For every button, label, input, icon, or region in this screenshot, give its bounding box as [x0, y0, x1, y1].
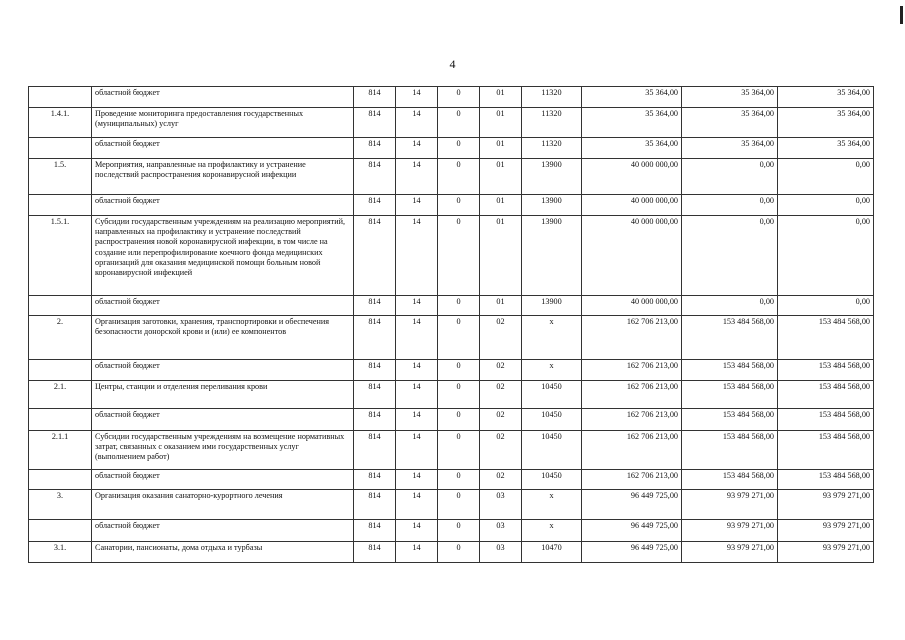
- code-ministry: 814: [354, 520, 396, 542]
- code-program: 0: [438, 159, 480, 195]
- amount-year-1: 35 364,00: [582, 138, 682, 159]
- row-name: Мероприятия, направленные на профилактику и устранение последствий распространения коронавирусной инфекции: [92, 159, 354, 195]
- code-ministry: 814: [354, 138, 396, 159]
- code-direction: 13900: [522, 159, 582, 195]
- code-direction: x: [522, 490, 582, 520]
- row-number: 2.1.: [29, 381, 92, 409]
- amount-year-3: 153 484 568,00: [778, 360, 874, 381]
- code-subprogram: 01: [480, 195, 522, 216]
- code-program: 0: [438, 108, 480, 138]
- amount-year-1: 40 000 000,00: [582, 296, 682, 316]
- code-section: 14: [396, 216, 438, 296]
- table-row: [29, 431, 874, 470]
- code-direction: x: [522, 360, 582, 381]
- code-ministry: 814: [354, 542, 396, 563]
- code-section: 14: [396, 360, 438, 381]
- row-name: Организация заготовки, хранения, транспортировки и обеспечения безопасности донорской крови и (или) ее компонентов: [92, 316, 354, 360]
- code-section: 14: [396, 542, 438, 563]
- code-subprogram: 01: [480, 138, 522, 159]
- code-section: 14: [396, 87, 438, 108]
- code-direction: 11320: [522, 108, 582, 138]
- amount-year-3: 153 484 568,00: [778, 381, 874, 409]
- amount-year-2: 153 484 568,00: [682, 470, 778, 490]
- amount-year-3: 93 979 271,00: [778, 520, 874, 542]
- code-direction: 13900: [522, 216, 582, 296]
- table-row: [29, 520, 874, 542]
- code-program: 0: [438, 360, 480, 381]
- amount-year-2: 0,00: [682, 216, 778, 296]
- code-program: 0: [438, 542, 480, 563]
- code-section: 14: [396, 108, 438, 138]
- code-subprogram: 02: [480, 360, 522, 381]
- amount-year-1: 40 000 000,00: [582, 195, 682, 216]
- row-name: областной бюджет: [92, 195, 354, 216]
- row-name: областной бюджет: [92, 470, 354, 490]
- code-section: 14: [396, 470, 438, 490]
- code-program: 0: [438, 138, 480, 159]
- amount-year-1: 162 706 213,00: [582, 470, 682, 490]
- code-program: 0: [438, 195, 480, 216]
- code-subprogram: 01: [480, 159, 522, 195]
- amount-year-2: 35 364,00: [682, 138, 778, 159]
- amount-year-3: 35 364,00: [778, 87, 874, 108]
- table-row: [29, 316, 874, 360]
- row-name: областной бюджет: [92, 409, 354, 431]
- code-program: 0: [438, 296, 480, 316]
- row-name: областной бюджет: [92, 296, 354, 316]
- row-name: Санатории, пансионаты, дома отдыха и турбазы: [92, 542, 354, 563]
- amount-year-1: 96 449 725,00: [582, 490, 682, 520]
- row-name: областной бюджет: [92, 138, 354, 159]
- amount-year-2: 93 979 271,00: [682, 490, 778, 520]
- code-direction: x: [522, 520, 582, 542]
- amount-year-3: 0,00: [778, 216, 874, 296]
- amount-year-3: 153 484 568,00: [778, 409, 874, 431]
- amount-year-1: 35 364,00: [582, 108, 682, 138]
- amount-year-3: 153 484 568,00: [778, 316, 874, 360]
- row-number: [29, 138, 92, 159]
- amount-year-1: 40 000 000,00: [582, 216, 682, 296]
- code-subprogram: 03: [480, 490, 522, 520]
- row-number: [29, 296, 92, 316]
- code-direction: 11320: [522, 87, 582, 108]
- row-number: [29, 409, 92, 431]
- code-direction: 11320: [522, 138, 582, 159]
- amount-year-3: 0,00: [778, 195, 874, 216]
- amount-year-2: 0,00: [682, 159, 778, 195]
- code-program: 0: [438, 490, 480, 520]
- code-ministry: 814: [354, 87, 396, 108]
- code-section: 14: [396, 520, 438, 542]
- amount-year-2: 0,00: [682, 195, 778, 216]
- code-ministry: 814: [354, 431, 396, 470]
- code-section: 14: [396, 316, 438, 360]
- amount-year-1: 162 706 213,00: [582, 431, 682, 470]
- code-ministry: 814: [354, 316, 396, 360]
- row-name: областной бюджет: [92, 87, 354, 108]
- amount-year-2: 35 364,00: [682, 108, 778, 138]
- amount-year-1: 162 706 213,00: [582, 409, 682, 431]
- amount-year-2: 153 484 568,00: [682, 381, 778, 409]
- table-row: [29, 490, 874, 520]
- code-program: 0: [438, 431, 480, 470]
- code-program: 0: [438, 520, 480, 542]
- code-subprogram: 01: [480, 216, 522, 296]
- code-program: 0: [438, 381, 480, 409]
- amount-year-3: 93 979 271,00: [778, 490, 874, 520]
- table-row: [29, 138, 874, 159]
- code-direction: 13900: [522, 195, 582, 216]
- code-ministry: 814: [354, 490, 396, 520]
- code-direction: 10470: [522, 542, 582, 563]
- code-program: 0: [438, 87, 480, 108]
- row-number: [29, 360, 92, 381]
- amount-year-2: 35 364,00: [682, 87, 778, 108]
- code-subprogram: 02: [480, 470, 522, 490]
- amount-year-2: 0,00: [682, 296, 778, 316]
- code-direction: 10450: [522, 470, 582, 490]
- table-row: [29, 108, 874, 138]
- code-subprogram: 02: [480, 431, 522, 470]
- code-section: 14: [396, 296, 438, 316]
- amount-year-2: 153 484 568,00: [682, 409, 778, 431]
- table-row: [29, 360, 874, 381]
- row-number: 2.: [29, 316, 92, 360]
- code-subprogram: 01: [480, 296, 522, 316]
- row-number: 1.5.: [29, 159, 92, 195]
- code-program: 0: [438, 409, 480, 431]
- code-ministry: 814: [354, 470, 396, 490]
- row-number: 2.1.1: [29, 431, 92, 470]
- table-row: [29, 195, 874, 216]
- table-row: [29, 159, 874, 195]
- page-number: 4: [449, 57, 456, 71]
- code-section: 14: [396, 195, 438, 216]
- code-ministry: 814: [354, 195, 396, 216]
- code-program: 0: [438, 316, 480, 360]
- code-direction: 10450: [522, 431, 582, 470]
- amount-year-3: 153 484 568,00: [778, 431, 874, 470]
- code-ministry: 814: [354, 296, 396, 316]
- amount-year-1: 162 706 213,00: [582, 381, 682, 409]
- amount-year-3: 35 364,00: [778, 138, 874, 159]
- code-subprogram: 03: [480, 520, 522, 542]
- table-row: [29, 542, 874, 563]
- amount-year-3: 93 979 271,00: [778, 542, 874, 563]
- row-number: [29, 87, 92, 108]
- code-direction: x: [522, 316, 582, 360]
- row-name: областной бюджет: [92, 520, 354, 542]
- code-section: 14: [396, 490, 438, 520]
- code-ministry: 814: [354, 108, 396, 138]
- code-section: 14: [396, 409, 438, 431]
- amount-year-1: 96 449 725,00: [582, 520, 682, 542]
- code-ministry: 814: [354, 216, 396, 296]
- code-ministry: 814: [354, 381, 396, 409]
- amount-year-2: 93 979 271,00: [682, 520, 778, 542]
- row-name: Проведение мониторинга предоставления государственных (муниципальных) услуг: [92, 108, 354, 138]
- row-name: областной бюджет: [92, 360, 354, 381]
- code-subprogram: 02: [480, 409, 522, 431]
- code-section: 14: [396, 159, 438, 195]
- table-row: [29, 216, 874, 296]
- amount-year-3: 0,00: [778, 159, 874, 195]
- code-program: 0: [438, 470, 480, 490]
- row-name: Организация оказания санаторно-курортного лечения: [92, 490, 354, 520]
- amount-year-1: 96 449 725,00: [582, 542, 682, 563]
- amount-year-1: 162 706 213,00: [582, 360, 682, 381]
- amount-year-3: 0,00: [778, 296, 874, 316]
- amount-year-3: 35 364,00: [778, 108, 874, 138]
- code-subprogram: 02: [480, 316, 522, 360]
- row-number: [29, 195, 92, 216]
- row-number: [29, 470, 92, 490]
- code-section: 14: [396, 431, 438, 470]
- amount-year-2: 153 484 568,00: [682, 431, 778, 470]
- scan-edge-mark: [900, 6, 903, 24]
- budget-table: [28, 86, 874, 563]
- code-subprogram: 03: [480, 542, 522, 563]
- table-row: [29, 470, 874, 490]
- code-ministry: 814: [354, 409, 396, 431]
- row-name: Центры, станции и отделения переливания крови: [92, 381, 354, 409]
- table-row: [29, 296, 874, 316]
- code-direction: 13900: [522, 296, 582, 316]
- table-row: [29, 381, 874, 409]
- budget-table-body: [29, 87, 874, 563]
- amount-year-2: 93 979 271,00: [682, 542, 778, 563]
- code-program: 0: [438, 216, 480, 296]
- row-name: Субсидии государственным учреждениям на возмещение нормативных затрат, связанных с оказанием ими государственных услуг (выполнением работ): [92, 431, 354, 470]
- row-name: Субсидии государственным учреждениям на реализацию мероприятий, направленных на профилактику и устранение последствий распространения новой коронавирусной инфекции, в том числе на создание или перепрофилирование коечного фонда медицинских организаций для оказания медицинской помощи больным новой коронавирусной инфекцией: [92, 216, 354, 296]
- amount-year-1: 40 000 000,00: [582, 159, 682, 195]
- table-row: [29, 409, 874, 431]
- code-direction: 10450: [522, 381, 582, 409]
- amount-year-1: 35 364,00: [582, 87, 682, 108]
- row-number: [29, 520, 92, 542]
- code-ministry: 814: [354, 360, 396, 381]
- amount-year-3: 153 484 568,00: [778, 470, 874, 490]
- amount-year-1: 162 706 213,00: [582, 316, 682, 360]
- amount-year-2: 153 484 568,00: [682, 316, 778, 360]
- code-subprogram: 02: [480, 381, 522, 409]
- code-subprogram: 01: [480, 108, 522, 138]
- code-section: 14: [396, 381, 438, 409]
- row-number: 1.5.1.: [29, 216, 92, 296]
- code-section: 14: [396, 138, 438, 159]
- row-number: 3.: [29, 490, 92, 520]
- code-subprogram: 01: [480, 87, 522, 108]
- code-ministry: 814: [354, 159, 396, 195]
- row-number: 3.1.: [29, 542, 92, 563]
- amount-year-2: 153 484 568,00: [682, 360, 778, 381]
- row-number: 1.4.1.: [29, 108, 92, 138]
- table-row: [29, 87, 874, 108]
- code-direction: 10450: [522, 409, 582, 431]
